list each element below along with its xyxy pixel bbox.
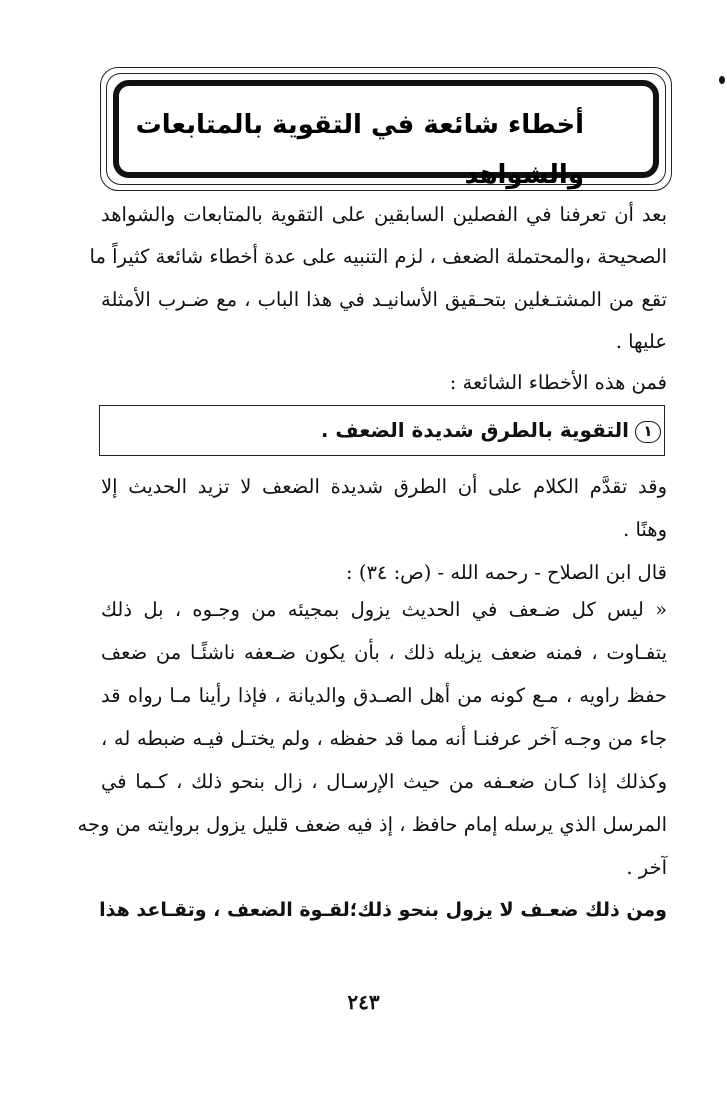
intro-line: فمن هذه الأخطاء الشائعة : [449,371,667,394]
quote-line: آخر . [626,856,667,879]
quote-line: حفظ راويه ، مـع كونه من أهل الصـدق والديانة ، فإذا رأينا مـا رواه قد [101,684,667,707]
paragraph1-line: عليها . [615,330,667,353]
quote-line: « ليس كل ضـعف في الحديث يزول بمجيئه من وجـوه ، بل ذلك [101,598,667,621]
paragraph2-line: وقد تقدَّم الكلام على أن الطرق شديدة الضعف لا تزيد الحديث إلا [101,475,667,498]
bold-line: ومن ذلك ضعـف لا يزول بنحو ذلك؛لقـوة الضعف ، وتقـاعد هذا [99,899,667,921]
paragraph1-line: الصحيحة ،والمحتملة الضعف ، لزم التنبيه على عدة أخطاء شائعة كثيراً ما [89,245,667,268]
quote-intro: قال ابن الصلاح - رحمه الله - (ص: ٣٤) : [346,561,667,584]
paragraph1-line: بعد أن تعرفنا في الفصلين السابقين على التقوية بالمتابعات والشواهد [101,203,667,226]
paragraph2-line: وهنًا . [623,518,667,541]
quote-line: جاء من وجـه آخر عرفنـا أنه مما قد حفظه ، ولم يختـل فيـه ضبطه له ، [101,727,667,750]
section-number-badge: ١ [635,421,661,443]
page-number: ٢٤٣ [347,990,380,1014]
quote-line: يتفـاوت ، فمنه ضعف يزيله ذلك ، بأن يكون ضـعفه ناشئًـا من ضعف [101,641,667,664]
scan-edge-mark [719,76,725,84]
quote-line: وكذلك إذا كـان ضعـفه من حيث الإرسـال ، زال بنحو ذلك ، كـما في [101,770,667,793]
paragraph1-line: تقع من المشتـغلين بتحـقيق الأسانيـد في هذا الباب ، مع ضـرب الأمثلة [101,288,667,311]
section-title-text: التقوية بالطرق شديدة الضعف . [320,418,629,442]
chapter-title: أخطاء شائعة في التقوية بالمتابعات والشواهد [135,110,584,190]
quote-line: المرسل الذي يرسله إمام حافظ ، إذ فيه ضعف قليل يزول بروايته من وجه [77,813,667,836]
section-heading [321,410,661,450]
